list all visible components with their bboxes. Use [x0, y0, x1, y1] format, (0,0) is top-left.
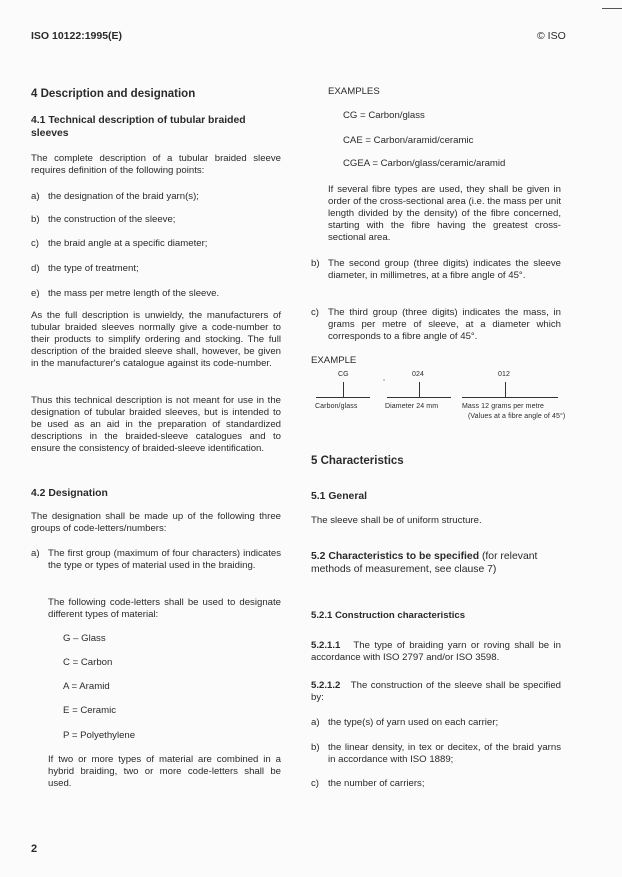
point-a-mark: a) — [31, 191, 40, 202]
intro-paragraph: The complete description of a tubular braided sleeve requires definition of the following points: — [31, 153, 281, 176]
clause-5-2-1-1-number: 5.2.1.1 — [311, 640, 341, 651]
hybrid-paragraph: If two or more types of material are combined in a hybrid braiding, two or more code-letters shall be used. — [48, 754, 281, 789]
item-c-mark: c) — [311, 778, 319, 789]
point-e-mark: e) — [31, 288, 40, 299]
section-5-title: 5 Characteristics — [311, 455, 404, 467]
item-b-text: the linear density, in tex or decitex, of the braid yarns in accordance with ISO 1889; — [328, 742, 561, 765]
example-caption-material: Carbon/glass — [315, 403, 358, 410]
code-glass: G – Glass — [63, 633, 106, 644]
group-a-text: The first group (maximum of four characters) indicates the type or types of material used in the braiding. — [48, 548, 281, 571]
copyright-mark: © ISO — [537, 30, 566, 42]
examples-label: EXAMPLES — [328, 86, 380, 97]
uniform-structure-text: The sleeve shall be of uniform structure. — [311, 515, 482, 526]
point-b-text: the construction of the sleeve; — [48, 214, 176, 225]
example-cae: CAE = Carbon/aramid/ceramic — [343, 135, 474, 146]
example-tick-3 — [505, 382, 506, 397]
section-4-title: 4 Description and designation — [31, 88, 196, 100]
example-code-012: 012 — [498, 371, 510, 378]
technical-description-paragraph: Thus this technical description is not meant for use in the designation of tubular braided sleeves, but is intended to be used as an aid in the preparation of standardized descriptions in the braided-sleeve catalogues and to ensure the consistency of braided-sleeve identification. — [31, 395, 281, 454]
group-c-mark: c) — [311, 307, 319, 318]
item-a-mark: a) — [311, 717, 320, 728]
example-tick-2 — [419, 382, 420, 397]
example-separator: , — [383, 375, 386, 382]
example-label: EXAMPLE — [311, 355, 357, 366]
standard-number: ISO 10122:1995(E) — [31, 30, 123, 42]
clause-5-2-1-2-number: 5.2.1.2 — [311, 680, 341, 691]
section-5-2-1-title: 5.2.1 Construction characteristics — [311, 610, 466, 621]
example-caption-mass: Mass 12 grams per metre — [462, 403, 545, 410]
item-a-text: the type(s) of yarn used on each carrier; — [328, 717, 499, 728]
point-d-text: the type of treatment; — [48, 263, 139, 274]
group-c-text: The third group (three digits) indicates the mass, in grams per metre of sleeve, at a diameter which corresponds to a fibre angle of 45°. — [328, 307, 561, 342]
page-number: 2 — [31, 843, 38, 855]
example-cg: CG = Carbon/glass — [343, 110, 425, 121]
section-4-2-title: 4.2 Designation — [31, 488, 108, 499]
example-underline-1 — [316, 397, 370, 398]
example-tick-1 — [343, 382, 344, 397]
section-4-1-title: 4.1 Technical description of tubular braided sleeves — [31, 115, 246, 139]
example-underline-2 — [387, 397, 451, 398]
point-c-mark: c) — [31, 238, 39, 249]
code-letters-intro: The following code-letters shall be used to designate different types of material: — [48, 597, 281, 620]
clause-5-2-1-2-text: The construction of the sleeve shall be specified by: — [311, 680, 561, 703]
designation-paragraph: The designation shall be made up of the following three groups of code-letters/numbers: — [31, 511, 281, 534]
clause-5-2-1-2 — [311, 680, 561, 704]
example-caption-diameter: Diameter 24 mm — [385, 403, 439, 410]
group-a-mark: a) — [31, 548, 40, 559]
code-ceramic: E = Ceramic — [63, 705, 117, 716]
section-5-2-note: (for relevant methods of measurement, see clause 7) — [311, 551, 538, 575]
code-carbon: C = Carbon — [63, 657, 113, 668]
section-5-2-heading: 5.2 Characteristics to be specified — [311, 551, 480, 562]
fibre-order-paragraph: If several fibre types are used, they shall be given in order of the cross-sectional area (i.e. the mass per unit length divided by the density) of the fibre concerned, starting with the fibre having the greatest cross-sectional area. — [328, 184, 561, 243]
clause-5-2-1-1 — [311, 640, 561, 664]
example-code-024: 024 — [412, 371, 424, 378]
code-polyethylene: P = Polyethylene — [63, 730, 136, 741]
group-b-mark: b) — [311, 258, 320, 269]
point-c-text: the braid angle at a specific diameter; — [48, 238, 208, 249]
point-e-text: the mass per metre length of the sleeve. — [48, 288, 220, 299]
point-a-text: the designation of the braid yarn(s); — [48, 191, 199, 202]
item-b-mark: b) — [311, 742, 320, 753]
point-d-mark: d) — [31, 263, 40, 274]
clause-5-2-1-1-text: The type of braiding yarn or roving shall be in accordance with ISO 2797 and/or ISO 3598. — [311, 640, 562, 663]
group-b-text: The second group (three digits) indicates the sleeve diameter, in millimetres, at a fibre angle of 45°. — [328, 258, 561, 281]
point-b-mark: b) — [31, 214, 40, 225]
code-aramid: A = Aramid — [63, 681, 110, 692]
example-cgea: CGEA = Carbon/glass/ceramic/aramid — [343, 158, 506, 169]
item-c-text: the number of carriers; — [328, 778, 425, 789]
code-number-paragraph: As the full description is unwieldy, the manufacturers of tubular braided sleeves normally give a code-number to their products to simplify ordering and stocking. The full description of the braided sleeve shall, however, be given in the manufacturer's catalogue against its code-number. — [31, 310, 281, 369]
example-code-cg: CG — [338, 371, 349, 378]
example-underline-3 — [462, 397, 558, 398]
section-5-2-title — [311, 550, 546, 576]
corner-mark — [602, 8, 622, 9]
section-5-1-title: 5.1 General — [311, 491, 368, 502]
example-angle-note: (Values at a fibre angle of 45°) — [468, 413, 566, 420]
